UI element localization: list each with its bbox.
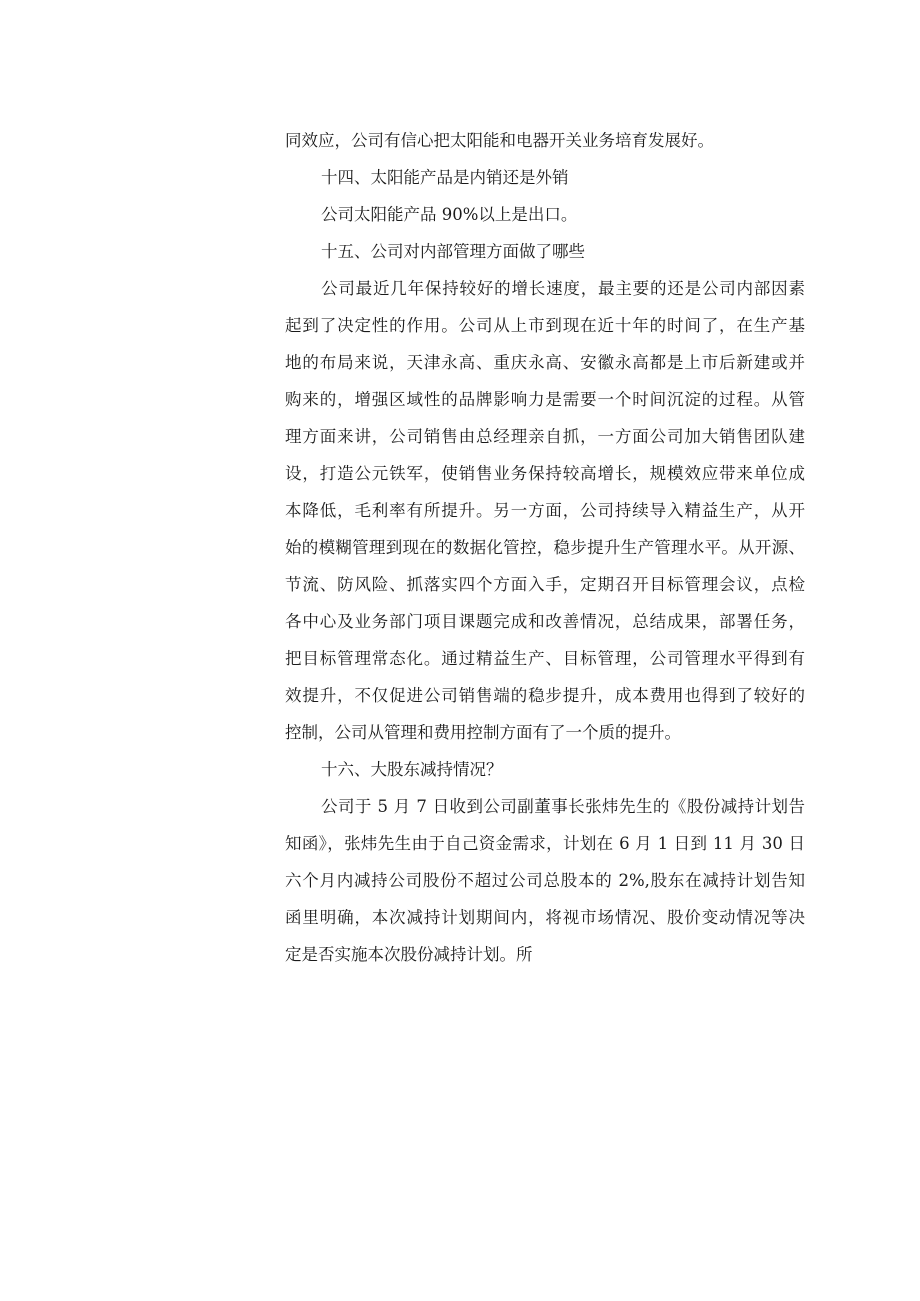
text-line: 十五、公司对内部管理方面做了哪些 bbox=[321, 242, 585, 261]
text-line: 十四、太阳能产品是内销还是外销 bbox=[321, 168, 569, 187]
text-line: 本降低，毛利率有所提升。另一方面，公司持续导入精益生产，从开 bbox=[285, 501, 805, 520]
text-line: 始的模糊管理到现在的数据化管控，稳步提升生产管理水平。从开源、 bbox=[285, 538, 805, 557]
text-line: 公司太阳能产品 90%以上是出口。 bbox=[321, 205, 578, 224]
text-line: 公司于 5 月 7 日收到公司副董事长张炜先生的《股份减持计划告 bbox=[321, 797, 805, 816]
text-line: 节流、防风险、抓落实四个方面入手，定期召开目标管理会议，点检 bbox=[285, 575, 805, 594]
text-line: 地的布局来说，天津永高、重庆永高、安徽永高都是上市后新建或并 bbox=[285, 353, 805, 372]
text-line: 函里明确，本次减持计划期间内，将视市场情况、股价变动情况等决 bbox=[285, 908, 805, 927]
text-line: 效提升，不仅促进公司销售端的稳步提升，成本费用也得到了较好的 bbox=[285, 686, 805, 705]
text-line: 各中心及业务部门项目课题完成和改善情况，总结成果，部署任务， bbox=[285, 612, 805, 631]
text-line: 公司最近几年保持较好的增长速度，最主要的还是公司内部因素 bbox=[321, 279, 805, 298]
text-line: 同效应，公司有信心把太阳能和电器开关业务培育发展好。 bbox=[285, 131, 714, 150]
text-line: 设，打造公元铁军，使销售业务保持较高增长，规模效应带来单位成 bbox=[285, 464, 805, 483]
text-line: 六个月内减持公司股份不超过公司总股本的 2%,股东在减持计划告知 bbox=[285, 871, 805, 890]
text-line: 理方面来讲，公司销售由总经理亲自抓，一方面公司加大销售团队建 bbox=[285, 427, 805, 446]
text-line: 起到了决定性的作用。公司从上市到现在近十年的时间了，在生产基 bbox=[285, 316, 805, 335]
text-line: 把目标管理常态化。通过精益生产、目标管理，公司管理水平得到有 bbox=[285, 649, 805, 668]
text-line: 控制，公司从管理和费用控制方面有了一个质的提升。 bbox=[285, 723, 681, 742]
text-line: 十六、大股东减持情况？ bbox=[321, 760, 503, 779]
text-line: 购来的，增强区域性的品牌影响力是需要一个时间沉淀的过程。从管 bbox=[285, 390, 805, 409]
document-body bbox=[285, 122, 805, 973]
text-line: 定是否实施本次股份减持计划。所 bbox=[285, 945, 533, 964]
text-line: 知函》，张炜先生由于自己资金需求，计划在 6 月 1 日到 11 月 30 日 bbox=[285, 834, 805, 853]
